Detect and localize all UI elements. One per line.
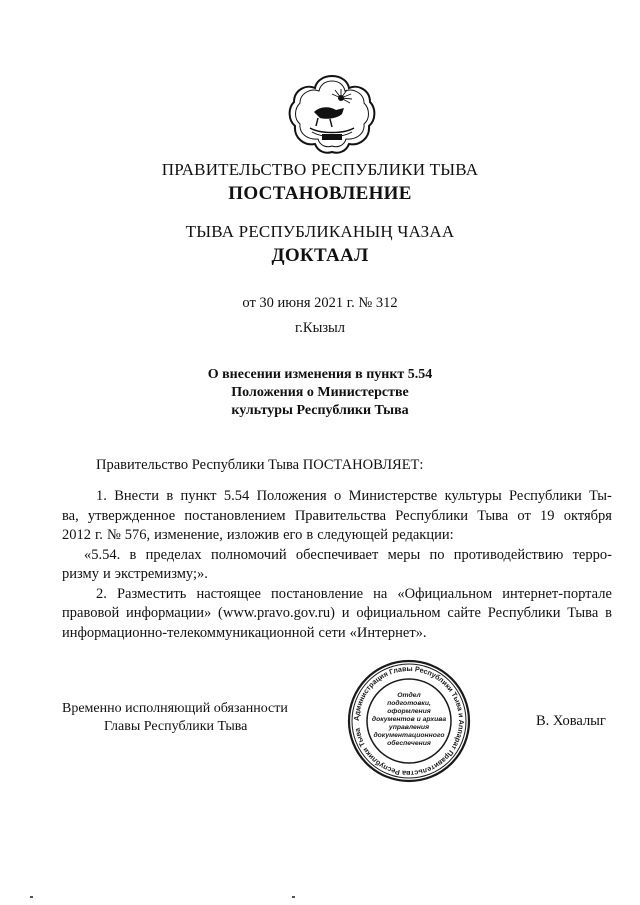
- body-line: [62, 604, 612, 624]
- body-word: в: [306, 527, 314, 543]
- body-word: пункт: [180, 488, 217, 504]
- body-line: [62, 546, 612, 566]
- subject-line: культуры Республики Тыва: [231, 403, 409, 418]
- body-word: 576,: [124, 527, 151, 543]
- body-word: и: [102, 566, 111, 582]
- stamp-inner-line: документов и архива: [371, 716, 447, 723]
- signatory-position: [62, 700, 288, 736]
- stamp-inner-line: оформления: [387, 708, 431, 715]
- body-word: 19: [540, 507, 555, 524]
- body-word: в: [605, 605, 612, 621]
- body-word: 2.: [96, 585, 107, 602]
- official-stamp: [346, 658, 472, 784]
- body-word: Внести: [114, 488, 159, 504]
- body-word: «5.54.: [84, 546, 121, 563]
- subject-line: О внесении изменения в пункт 5.54: [207, 367, 433, 382]
- body-word: октября: [563, 507, 612, 524]
- body-word: Положения: [256, 488, 327, 504]
- body-word: пределах: [145, 546, 202, 563]
- body-word: Тыва: [567, 605, 599, 621]
- body-word: №: [106, 527, 121, 543]
- document-subject: [0, 366, 640, 420]
- body-word: полномочий: [210, 546, 287, 563]
- body-word: в: [129, 546, 137, 563]
- signatory-name: В. Ховалыг: [536, 713, 606, 729]
- body-word: Правительства: [294, 507, 387, 524]
- body-line: [62, 585, 612, 605]
- body-word: следующей: [317, 527, 388, 543]
- body-word: информации»: [126, 605, 212, 621]
- body-word: сайте: [447, 605, 481, 621]
- body-word: по: [429, 546, 445, 563]
- document-type: ПОСТАНОВЛЕНИЕ: [228, 183, 412, 204]
- body-word: постановление: [271, 585, 364, 602]
- body-word: г.: [95, 527, 103, 543]
- body-word: обеспечивает: [295, 546, 379, 563]
- subject-line: Положения о Министерстве: [231, 385, 409, 400]
- body-word: (www.pravo.gov.ru): [218, 605, 335, 621]
- body-word: Разместить: [116, 585, 187, 602]
- body-word: информационно-телекоммуникационной: [62, 624, 315, 641]
- body-line: [62, 624, 612, 644]
- body-word: «Официальном: [397, 585, 493, 602]
- body-word: меры: [387, 546, 421, 563]
- body-word: изменение,: [154, 527, 223, 543]
- body-word: Республики: [509, 488, 582, 504]
- body-word: утвержденное: [87, 507, 176, 524]
- date-and-number: от 30 июня 2021 г. № 312: [242, 295, 398, 311]
- scan-mark: [30, 896, 33, 898]
- stamp-inner-line: документационного: [373, 732, 445, 739]
- body-line: [62, 487, 612, 507]
- body-word: 2012: [62, 527, 91, 543]
- body-word: правовой: [62, 605, 120, 621]
- body-word: на: [373, 585, 388, 602]
- body-word: настоящее: [196, 585, 261, 602]
- body-word: о: [334, 488, 342, 504]
- body-word: Тыва: [477, 507, 509, 524]
- body-word: в: [166, 488, 174, 504]
- body-word: ризму: [62, 566, 99, 582]
- body-line: [62, 565, 612, 585]
- body-word: Министерстве: [348, 488, 438, 504]
- body-line: [62, 507, 612, 527]
- body-word: его: [283, 527, 303, 543]
- body-line: [62, 526, 612, 546]
- stamp-inner-line: подготовки,: [387, 700, 431, 707]
- body-word: официальном: [356, 605, 441, 621]
- position-line: Главы Республики Тыва: [104, 719, 248, 734]
- body-word: сети: [318, 624, 346, 641]
- body-word: постановлением: [184, 507, 286, 524]
- body-word: противодействию: [453, 546, 564, 563]
- coat-of-arms-emblem: [286, 72, 378, 154]
- body-word: и: [341, 605, 350, 621]
- body-word: 5.54: [223, 488, 250, 504]
- scan-mark: [292, 896, 295, 898]
- body-word: изложив: [226, 527, 280, 543]
- body-word: терро-: [572, 546, 612, 563]
- document-body: [62, 487, 612, 643]
- stamp-inner-line: управления: [388, 724, 430, 731]
- stamp-outer-text: Администрация Главы Республики Тыва и Аппарат Правительства Республики Тыва: [351, 663, 467, 779]
- body-word: экстремизму;».: [114, 566, 208, 582]
- government-title: ПРАВИТЕЛЬСТВО РЕСПУБЛИКИ ТЫВА: [161, 160, 479, 179]
- body-word: ва,: [62, 507, 79, 524]
- government-title-tuvan: ТЫВА РЕСПУБЛИКАНЫҢ ЧАЗАА: [185, 222, 455, 241]
- body-word: интернет-портале: [502, 585, 612, 602]
- body-word: Ты-: [589, 488, 612, 504]
- document-type-tuvan: ДОКТААЛ: [271, 245, 369, 266]
- body-word: Республики: [395, 507, 469, 524]
- body-word: редакции:: [391, 527, 454, 543]
- stamp-inner-line: обеспечения: [387, 740, 431, 747]
- preamble: Правительство Республики Тыва ПОСТАНОВЛЯЕТ:: [96, 457, 424, 473]
- stamp-inner-line: Отдел: [397, 692, 421, 699]
- body-word: от: [517, 507, 531, 524]
- body-word: «Интернет».: [349, 624, 427, 641]
- position-line: Временно исполняющий обязанности: [62, 701, 288, 716]
- city: г.Кызыл: [294, 320, 346, 336]
- body-word: культуры: [444, 488, 502, 504]
- body-word: 1.: [96, 488, 107, 504]
- body-word: Республики: [487, 605, 561, 621]
